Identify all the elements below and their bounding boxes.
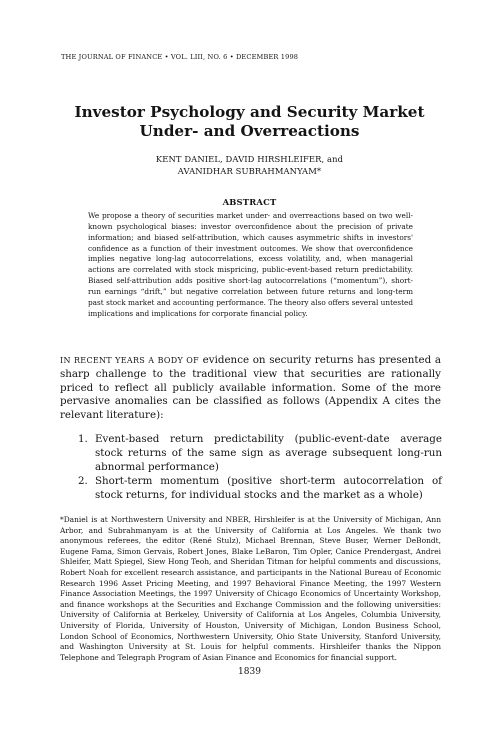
intro-small-caps-lead: IN RECENT YEARS A BODY OF: [60, 356, 200, 365]
title-line-1: Investor Psychology and Security Market: [74, 103, 425, 121]
abstract-heading: ABSTRACT: [222, 197, 277, 207]
paper-title: [40, 103, 459, 141]
list-item: [78, 475, 442, 503]
title-line-2: Under- and Overreactions: [139, 122, 360, 140]
intro-text: evidence on security returns has presented a sharp challenge to the traditional view that securities are rationally priced to reflect all publicly available information. Some of the more pervasive anomalies can be classified as follows (Appendix A cites the relevant literature):: [60, 354, 442, 422]
authors-line-1: KENT DANIEL, DAVID HIRSHLEIFER, and: [155, 154, 344, 164]
journal-header: THE JOURNAL OF FINANCE • VOL. LIII, NO. 6 • DECEMBER 1998: [61, 53, 299, 61]
authors-line-2: AVANIDHAR SUBRAHMANYAM*: [177, 166, 322, 176]
intro-paragraph: [60, 354, 441, 423]
abstract-text: We propose a theory of securities market under- and overreactions based on two well-known psychological biases: investor overconfidence about the precision of private information; and biased self-attribution, which causes asymmetric shifts in investors' confidence as a function of their investment outcomes. We show that overconfidence implies negative long-lag autocorrelations, excess volatility, and, when managerial actions are correlated with stock mispricing, public-event-based return predictability. Biased self-attribution adds positive short-lag autocorrelations (“momentum”), short-run earnings “drift,” but negative correlation between future returns and long-term past stock market and accounting performance. The theory also offers several untested implications and implications for corporate financial policy.: [88, 211, 413, 318]
list-item-text: Short-term momentum (positive short-term autocorrelation of stock returns, for individual stocks and the market as a whole): [95, 475, 442, 501]
list-item-number: 2.: [78, 475, 88, 487]
list-item-number: 1.: [78, 433, 88, 445]
author-list: [40, 153, 459, 177]
list-item-text: Event-based return predictability (public-event-date average stock returns of the same sign as average subsequent long-run abnormal performance): [95, 433, 442, 473]
author-footnote: *Daniel is at Northwestern University and NBER, Hirshleifer is at the University of Michigan, Ann Arbor, and Subrahmanyam is at the University of California at Los Angeles. We thank two anonymous referees, the editor (René Stulz), Michael Brennan, Steve Buser, Werner DeBondt, Eugene Fama, Simon Gervais, Robert Jones, Blake LeBaron, Tim Opler, Canice Prendergast, Andrei Shleifer, Matt Spiegel, Siew Hong Teoh, and Sheridan Titman for helpful comments and discussions, Robert Noah for excellent research assistance, and participants in the National Bureau of Economic Research 1996 Asset Pricing Meeting, and 1997 Behavioral Finance Meeting, the 1997 Western Finance Association Meetings, the 1997 University of Chicago Economics of Uncertainty Workshop, and finance workshops at the Securities and Exchange Commission and the following universities: University of California at Berkeley, University of California at Los Angeles, Columbia University, University of Florida, University of Houston, University of Michigan, London Business School, London School of Economics, Northwestern University, Ohio State University, Stanford University, and Washington University at St. Louis for helpful comments. Hirshleifer thanks the Nippon Telephone and Telegraph Program of Asian Finance and Economics for financial support.: [60, 515, 441, 662]
page-number: 1839: [238, 667, 261, 677]
list-item: [78, 433, 442, 474]
